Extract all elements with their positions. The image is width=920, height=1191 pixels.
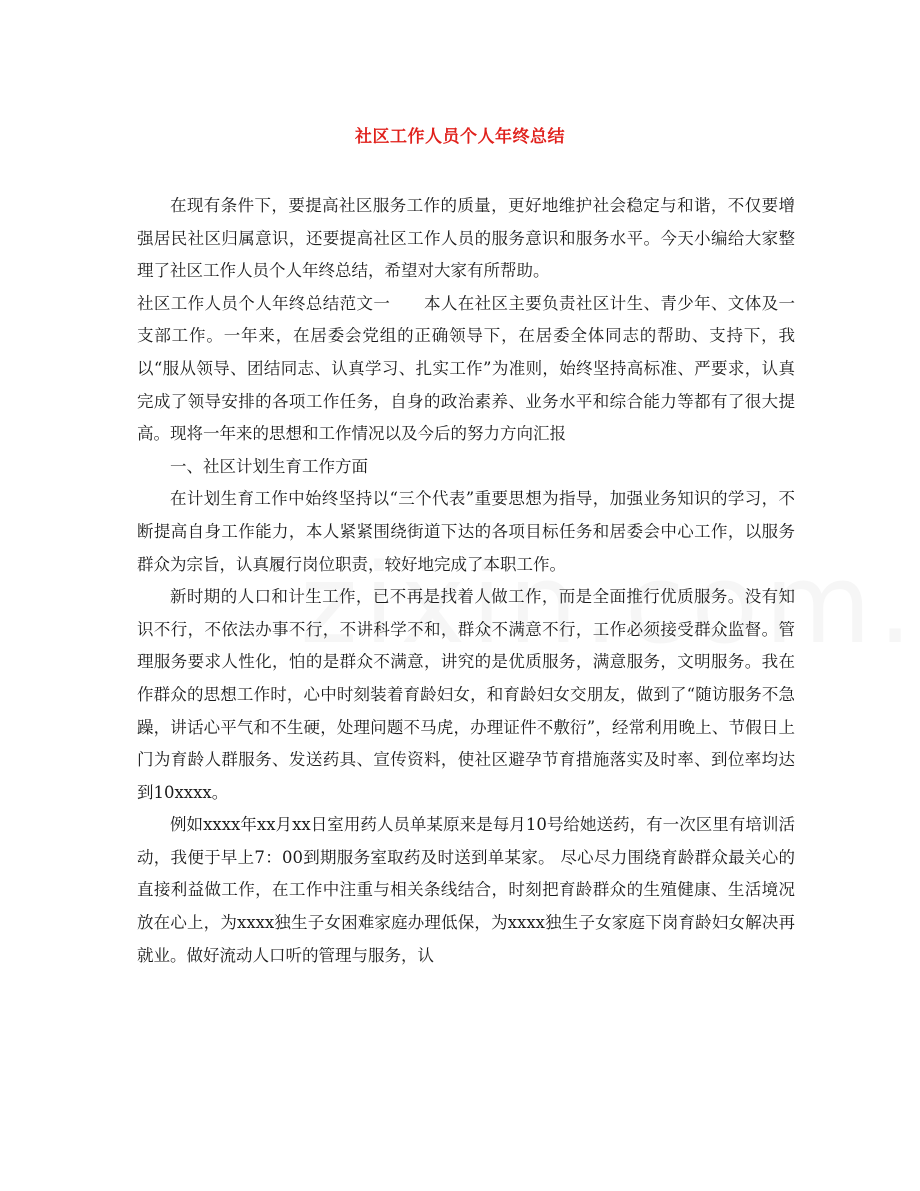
paragraph-sample-one: 社区工作人员个人年终总结范文一 本人在社区主要负责社区计生、青少年、文体及一支部工作。一年来，在居委会党组的正确领导下，在居委全体同志的帮助、支持下，我以“服从领导、团结同志、认真学习、扎实工作”为准则，始终坚持高标准、严要求，认真完成了领导安排的各项工作任务，自身的政治素养、业务水平和综合能力等都有了很大提高。现将一年来的思想和工作情况以及今后的努力方向汇报 <box>137 293 795 444</box>
paragraph-intro: 在现有条件下，要提高社区服务工作的质量，更好地维护社会稳定与和谐，不仅要增强居民社区归属意识，还要提高社区工作人员的服务意识和服务水平。今天小编给大家整理了社区工作人员个人年终总结，希望对大家有所帮助。 <box>137 196 795 281</box>
paragraph: 例如xxxx年xx月xx日室用药人员单某原来是每月10号给她送药，有一次区里有培训活动，我便于早上7：00到期服务室取药及时送到单某家。 尽心尽力围绕育龄群众最关心的直接利益做工作，在工作中注重与相关条线结合，时刻把育龄群众的生殖健康、生活境况放在心上，为xxxx独生子女困难家庭办理低保，为xxxx独生子女家庭下岗育龄妇女解决再就业。做好流动人口听的管理与服务，认 <box>137 815 795 965</box>
document-title: 社区工作人员个人年终总结 <box>355 127 565 147</box>
section-heading: 一、社区计划生育工作方面 <box>170 456 368 476</box>
paragraph: 新时期的人口和计生工作，已不再是找着人做工作，而是全面推行优质服务。没有知识不行，不依法办事不行，不讲科学不和，群众不满意不行，工作必须接受群众监督。管理服务要求人性化，怕的是群众不满意，讲究的是优质服务，满意服务，文明服务。我在作群众的思想工作时，心中时刻装着育龄妇女，和育龄妇女交朋友，做到了“随访服务不急躁，讲话心平气和不生硬，处理问题不马虎，办理证件不敷衍”，经常利用晚上、节假日上门为育龄人群服务、发送药具、宣传资料，使社区避孕节育措施落实及时率、到位率均达到10xxxx。 <box>137 587 795 802</box>
document-body <box>137 190 795 972</box>
paragraph: 在计划生育工作中始终坚持以“三个代表”重要思想为指导，加强业务知识的学习，不断提高自身工作能力，本人紧紧围绕街道下达的各项目标任务和居委会中心工作，以服务群众为宗旨，认真履行岗位职责，较好地完成了本职工作。 <box>137 489 795 574</box>
